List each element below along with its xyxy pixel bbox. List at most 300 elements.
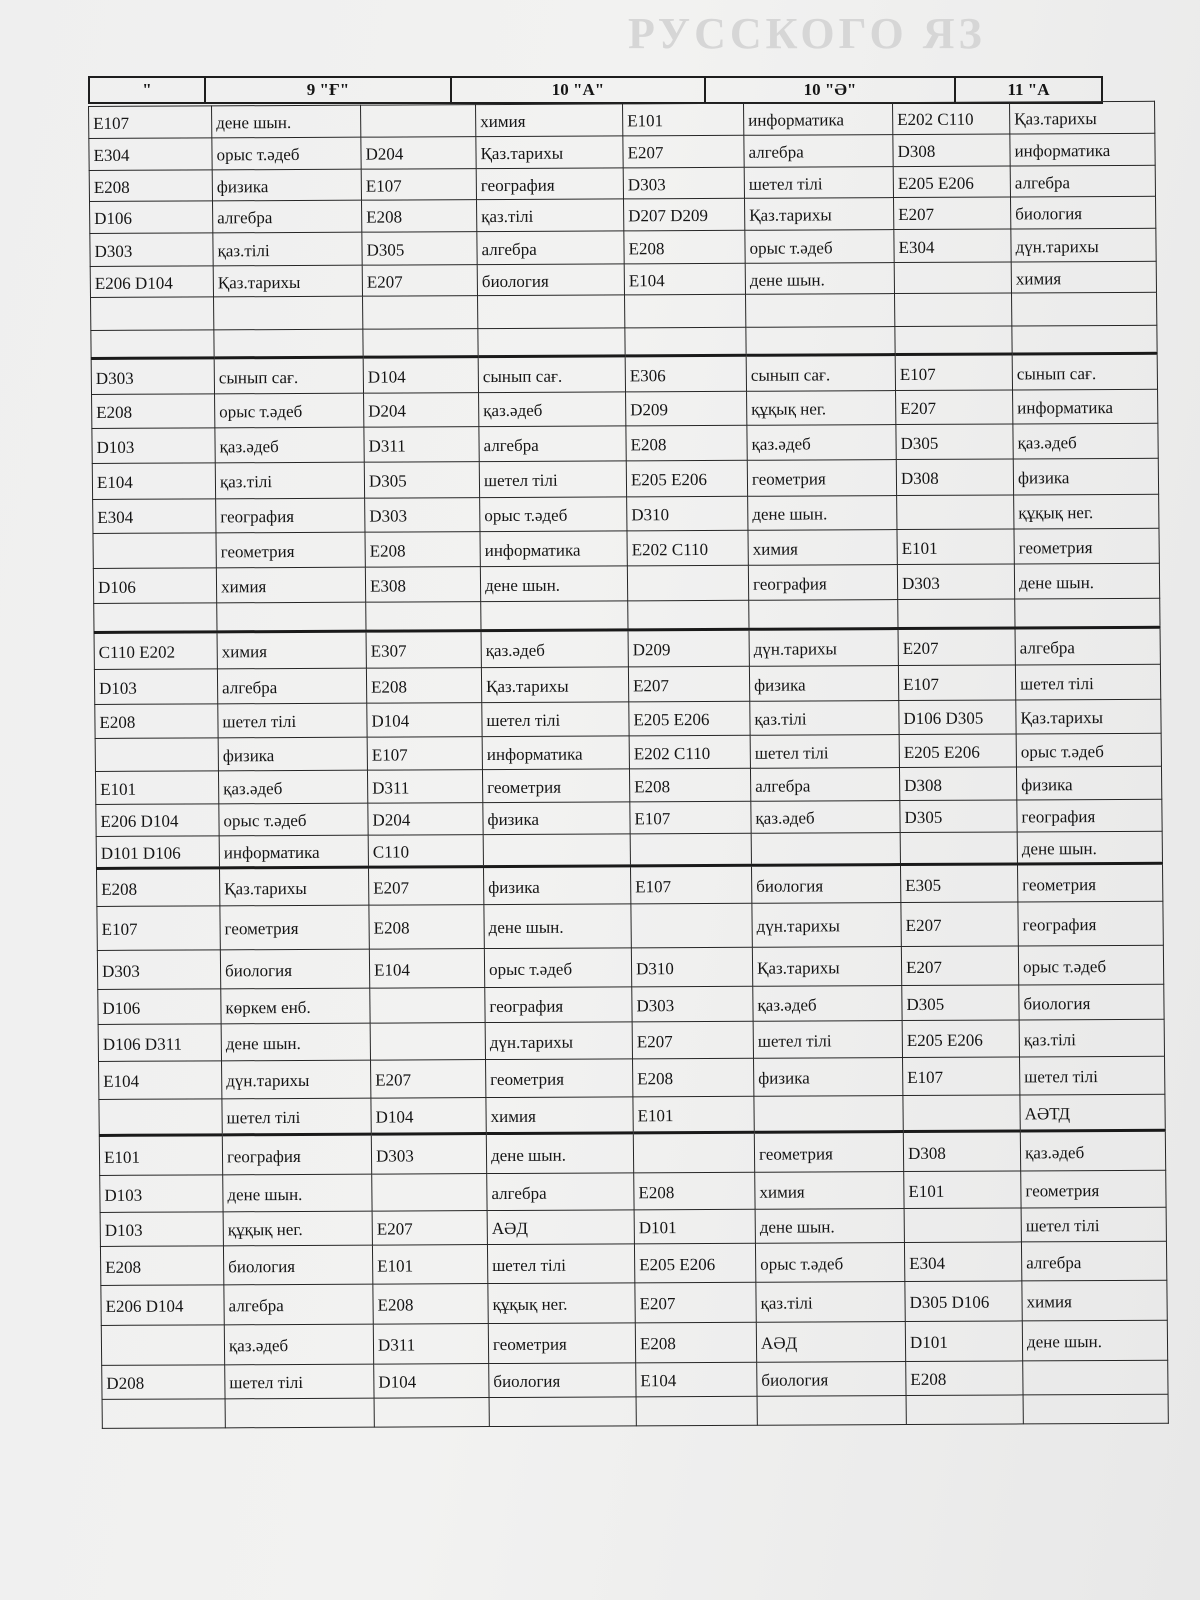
subject-10a-cell: дене шын. bbox=[480, 566, 627, 602]
room-10a-cell: E208 bbox=[366, 668, 481, 704]
subject-9g-cell: қаз.тілі bbox=[215, 462, 364, 499]
room-10ae-cell: D310 bbox=[627, 496, 748, 531]
room-10a-cell bbox=[370, 1023, 485, 1061]
subject-10ae-cell: химия bbox=[755, 1172, 904, 1210]
subject-9g-cell: география bbox=[216, 498, 365, 533]
room-10ae-cell: E207 bbox=[632, 1021, 753, 1059]
room-11a-cell: E202 C110 bbox=[893, 102, 1010, 135]
room-10a-cell bbox=[372, 1174, 487, 1212]
room-11a-cell: E207 bbox=[901, 946, 1018, 986]
room-9g-cell: D101 D106 bbox=[96, 836, 219, 869]
room-10ae-cell: E205 E206 bbox=[629, 701, 750, 736]
room-9g-cell: D303 bbox=[91, 358, 214, 395]
room-10a-cell: D204 bbox=[368, 803, 483, 836]
room-11a-cell: E101 bbox=[904, 1171, 1021, 1209]
schedule-row bbox=[100, 1241, 1166, 1285]
room-10a-cell: E307 bbox=[366, 631, 481, 669]
room-9g-cell bbox=[91, 330, 214, 359]
room-10ae-cell: E107 bbox=[630, 801, 751, 834]
room-9g-cell: E107 bbox=[89, 106, 212, 139]
room-9g-cell: E206 D104 bbox=[101, 1285, 224, 1326]
room-10ae-cell: E208 bbox=[635, 1322, 756, 1363]
room-11a-cell: E205 E206 bbox=[893, 166, 1010, 198]
room-11a-cell: D305 D106 bbox=[905, 1281, 1022, 1322]
room-9g-cell: E101 bbox=[95, 771, 218, 805]
subject-11a-cell: география bbox=[1018, 901, 1163, 946]
subject-11a-cell: АӘТД bbox=[1020, 1094, 1165, 1131]
room-10ae-cell bbox=[630, 833, 751, 866]
room-11a-cell: D305 bbox=[896, 424, 1013, 460]
subject-11a-cell: химия bbox=[1022, 1280, 1167, 1321]
subject-10a-cell: қаз.тілі bbox=[477, 199, 624, 232]
schedule-row bbox=[89, 101, 1155, 138]
schedule-row bbox=[90, 261, 1156, 297]
room-11a-cell: E107 bbox=[898, 665, 1015, 701]
room-9g-cell: D106 bbox=[93, 568, 216, 604]
subject-11a-cell: физика bbox=[1013, 458, 1158, 495]
schedule-row bbox=[97, 945, 1163, 989]
subject-10a-cell: шетел тілі bbox=[479, 461, 626, 498]
room-9g-cell: D303 bbox=[90, 233, 213, 267]
subject-10a-cell: Қаз.тарихы bbox=[476, 136, 623, 169]
room-10a-cell: D303 bbox=[371, 1134, 486, 1175]
room-11a-cell: D308 bbox=[899, 767, 1016, 801]
room-11a-cell: D308 bbox=[893, 134, 1010, 167]
subject-11a-cell: алгебра bbox=[1010, 165, 1155, 197]
subject-11a-cell: дене шын. bbox=[1017, 831, 1162, 864]
room-10ae-cell: E208 bbox=[634, 1172, 755, 1210]
subject-11a-cell: дене шын. bbox=[1014, 563, 1159, 599]
subject-9g-cell: сынып сағ. bbox=[214, 357, 363, 394]
subject-10a-cell: биология bbox=[489, 1363, 636, 1398]
subject-11a-cell bbox=[1023, 1394, 1168, 1424]
subject-9g-cell: химия bbox=[217, 631, 366, 669]
subject-10ae-cell: физика bbox=[754, 1058, 903, 1097]
subject-11a-cell: қаз.тілі bbox=[1019, 1019, 1164, 1057]
room-10a-cell: E107 bbox=[361, 169, 476, 201]
room-9g-cell: D106 bbox=[98, 989, 221, 1025]
room-11a-cell: E304 bbox=[894, 229, 1011, 263]
subject-10ae-cell: қаз.әдеб bbox=[753, 986, 902, 1022]
subject-10ae-cell: дене шын. bbox=[748, 496, 897, 531]
subject-10ae-cell: шетел тілі bbox=[753, 1021, 902, 1059]
schedule-row bbox=[94, 664, 1160, 704]
room-9g-cell: D106 bbox=[90, 201, 213, 234]
subject-11a-cell: геометрия bbox=[1014, 528, 1159, 564]
subject-11a-cell: қаз.әдеб bbox=[1013, 423, 1158, 459]
subject-10ae-cell: физика bbox=[749, 666, 898, 702]
room-9g-cell: D103 bbox=[92, 428, 215, 464]
subject-10ae-cell: сынып сағ. bbox=[746, 355, 895, 392]
room-10ae-cell: D303 bbox=[623, 167, 744, 199]
schedule-row bbox=[99, 1094, 1165, 1135]
subject-9g-cell: дене шын. bbox=[223, 1174, 372, 1212]
subject-10ae-cell: Қаз.тарихы bbox=[745, 198, 894, 231]
subject-10a-cell: орыс т.әдеб bbox=[480, 497, 627, 532]
subject-9g-cell: информатика bbox=[219, 835, 368, 868]
subject-11a-cell: шетел тілі bbox=[1020, 1056, 1165, 1095]
subject-11a-cell: құқық нег. bbox=[1014, 494, 1159, 529]
subject-9g-cell: алгебра bbox=[213, 200, 362, 233]
schedule-row bbox=[90, 228, 1156, 266]
schedule-row bbox=[94, 627, 1160, 669]
room-9g-cell: E208 bbox=[89, 170, 212, 202]
schedule-row bbox=[96, 831, 1162, 868]
subject-10ae-cell: геометрия bbox=[747, 460, 896, 497]
subject-10a-cell: геометрия bbox=[488, 1323, 635, 1364]
subject-10ae-cell: геометрия bbox=[754, 1132, 903, 1173]
room-10ae-cell: E207 bbox=[628, 666, 749, 702]
subject-11a-cell: орыс т.әдеб bbox=[1016, 733, 1161, 767]
schedule-row bbox=[93, 563, 1159, 603]
room-11a-cell: E207 bbox=[894, 197, 1011, 230]
room-9g-cell bbox=[102, 1399, 225, 1429]
schedule-row bbox=[98, 984, 1164, 1024]
schedule-row bbox=[96, 799, 1162, 836]
schedule-row bbox=[99, 1056, 1165, 1099]
room-10ae-cell: E101 bbox=[633, 1096, 754, 1133]
subject-9g-cell: физика bbox=[218, 737, 367, 771]
subject-9g-cell: орыс т.әдеб bbox=[215, 393, 364, 428]
schedule-row bbox=[93, 528, 1159, 568]
subject-10a-cell: физика bbox=[483, 866, 630, 905]
room-11a-cell bbox=[894, 262, 1011, 294]
room-11a-cell bbox=[900, 832, 1017, 865]
room-9g-cell: D106 D311 bbox=[98, 1024, 221, 1062]
subject-10a-cell: Қаз.тарихы bbox=[481, 667, 628, 703]
schedule-row bbox=[95, 733, 1161, 771]
room-10a-cell: D104 bbox=[374, 1364, 489, 1399]
subject-9g-cell: орыс т.әдеб bbox=[212, 137, 361, 170]
room-10ae-cell: E207 bbox=[635, 1282, 756, 1323]
room-10a-cell: D204 bbox=[364, 393, 479, 428]
room-10a-cell: D104 bbox=[363, 357, 478, 394]
subject-10a-cell: дене шын. bbox=[484, 904, 631, 949]
schedule-row bbox=[98, 1019, 1164, 1061]
room-10a-cell: E207 bbox=[368, 867, 483, 906]
room-10ae-cell: E306 bbox=[625, 355, 746, 392]
schedule-row bbox=[101, 1320, 1167, 1365]
room-10a-cell: E207 bbox=[362, 265, 477, 297]
room-10ae-cell bbox=[625, 327, 746, 356]
room-10ae-cell: E207 bbox=[623, 135, 744, 168]
subject-9g-cell: алгебра bbox=[217, 668, 366, 704]
schedule-table bbox=[88, 101, 1169, 1429]
room-11a-cell bbox=[898, 599, 1015, 629]
room-10a-cell: E208 bbox=[362, 200, 477, 233]
schedule-row bbox=[96, 863, 1162, 906]
room-11a-cell: E101 bbox=[897, 529, 1014, 565]
subject-11a-cell: химия bbox=[1011, 261, 1156, 293]
room-9g-cell: E208 bbox=[100, 1246, 223, 1286]
schedule-row bbox=[95, 766, 1161, 804]
room-11a-cell: E207 bbox=[901, 902, 1018, 947]
room-11a-cell bbox=[906, 1395, 1023, 1425]
subject-10ae-cell: шетел тілі bbox=[750, 735, 899, 769]
subject-11a-cell: информатика bbox=[1013, 389, 1158, 424]
schedule-row bbox=[89, 165, 1155, 201]
subject-10ae-cell: қаз.тілі bbox=[750, 701, 899, 736]
room-10ae-cell bbox=[627, 565, 748, 601]
subject-11a-cell: Қаз.тарихы bbox=[1010, 101, 1155, 134]
subject-9g-cell: қаз.әдеб bbox=[224, 1324, 373, 1365]
class-header-cell: " bbox=[89, 77, 205, 103]
subject-9g-cell: көркем енб. bbox=[221, 988, 370, 1024]
room-10ae-cell: E104 bbox=[636, 1362, 757, 1397]
schedule-row bbox=[92, 389, 1158, 428]
subject-10a-cell: информатика bbox=[480, 531, 627, 567]
room-9g-cell: D103 bbox=[100, 1175, 223, 1213]
subject-9g-cell: алгебра bbox=[224, 1284, 373, 1325]
subject-11a-cell: биология bbox=[1019, 984, 1164, 1020]
room-10ae-cell: E208 bbox=[629, 768, 750, 802]
subject-9g-cell bbox=[214, 329, 363, 358]
subject-11a-cell: Қаз.тарихы bbox=[1016, 699, 1161, 734]
subject-10ae-cell: химия bbox=[748, 530, 897, 566]
subject-11a-cell bbox=[1023, 1360, 1168, 1395]
subject-9g-cell: дене шын. bbox=[221, 1023, 370, 1061]
room-11a-cell: E107 bbox=[903, 1057, 1020, 1096]
room-10ae-cell bbox=[633, 1132, 754, 1173]
subject-10ae-cell: дүн.тарихы bbox=[752, 903, 901, 948]
schedule-row bbox=[91, 353, 1157, 394]
subject-9g-cell: қаз.әдеб bbox=[218, 770, 367, 804]
room-10ae-cell: E104 bbox=[624, 263, 745, 295]
schedule-row bbox=[90, 196, 1156, 233]
subject-9g-cell: шетел тілі bbox=[218, 703, 367, 738]
subject-11a-cell: дене шын. bbox=[1022, 1320, 1167, 1361]
subject-10a-cell: шетел тілі bbox=[482, 702, 629, 737]
room-9g-cell bbox=[101, 1325, 224, 1366]
subject-9g-cell: физика bbox=[212, 169, 361, 201]
subject-10ae-cell: орыс т.әдеб bbox=[755, 1243, 904, 1283]
room-9g-cell: E104 bbox=[99, 1061, 222, 1100]
room-11a-cell: D305 bbox=[902, 985, 1019, 1021]
subject-10ae-cell: орыс т.әдеб bbox=[745, 230, 894, 264]
class-header-cell: 11 "А bbox=[955, 77, 1102, 103]
subject-10ae-cell bbox=[749, 600, 898, 630]
subject-11a-cell: орыс т.әдеб bbox=[1018, 945, 1163, 985]
room-10ae-cell: E208 bbox=[626, 425, 747, 461]
class-header-row bbox=[88, 76, 1103, 104]
subject-9g-cell: орыс т.әдеб bbox=[219, 803, 368, 836]
subject-10a-cell: алгебра bbox=[477, 231, 624, 265]
room-10a-cell: E207 bbox=[371, 1060, 486, 1099]
subject-10ae-cell: АӘД bbox=[756, 1322, 905, 1363]
room-9g-cell: D208 bbox=[102, 1365, 225, 1400]
room-10a-cell bbox=[370, 988, 485, 1024]
room-10ae-cell: E208 bbox=[624, 230, 745, 264]
room-11a-cell: D106 D305 bbox=[899, 700, 1016, 735]
room-10ae-cell: E205 E206 bbox=[626, 460, 747, 497]
room-10ae-cell: E202 C110 bbox=[629, 735, 750, 769]
subject-10ae-cell: биология bbox=[757, 1362, 906, 1397]
subject-10ae-cell: шетел тілі bbox=[744, 167, 893, 199]
room-10ae-cell bbox=[636, 1396, 757, 1426]
room-10ae-cell bbox=[625, 294, 746, 328]
schedule-row bbox=[91, 292, 1157, 330]
room-10a-cell: D204 bbox=[361, 137, 476, 170]
schedule-row bbox=[99, 1130, 1165, 1175]
subject-10a-cell: информатика bbox=[482, 736, 629, 770]
subject-10ae-cell bbox=[746, 327, 895, 356]
room-10ae-cell bbox=[631, 903, 752, 948]
subject-10a-cell: шетел тілі bbox=[487, 1244, 634, 1284]
room-10ae-cell bbox=[628, 600, 749, 630]
room-9g-cell: E206 D104 bbox=[96, 804, 219, 837]
subject-10ae-cell: қаз.әдеб bbox=[751, 801, 900, 834]
subject-11a-cell: алгебра bbox=[1015, 627, 1160, 665]
room-10a-cell: D303 bbox=[365, 498, 480, 533]
schedule-row bbox=[100, 1207, 1166, 1246]
subject-11a-cell: физика bbox=[1016, 766, 1161, 800]
room-10a-cell bbox=[363, 296, 478, 330]
subject-10ae-cell bbox=[754, 1096, 903, 1133]
room-11a-cell: D308 bbox=[896, 459, 1013, 496]
room-11a-cell: E207 bbox=[896, 390, 1013, 425]
room-10a-cell: D305 bbox=[364, 462, 479, 499]
room-10a-cell: C110 bbox=[368, 835, 483, 868]
subject-11a-cell: информатика bbox=[1010, 133, 1155, 166]
room-9g-cell bbox=[95, 738, 218, 772]
room-9g-cell: E208 bbox=[92, 394, 215, 429]
subject-10ae-cell bbox=[746, 294, 895, 328]
subject-10ae-cell: алгебра bbox=[750, 768, 899, 802]
subject-10a-cell: химия bbox=[476, 104, 623, 137]
room-10ae-cell: D209 bbox=[628, 629, 749, 667]
subject-10ae-cell: қаз.тілі bbox=[756, 1282, 905, 1323]
schedule-row bbox=[100, 1170, 1166, 1212]
subject-9g-cell: биология bbox=[223, 1245, 372, 1285]
subject-11a-cell: дүн.тарихы bbox=[1011, 228, 1156, 262]
schedule-row bbox=[93, 494, 1159, 533]
room-11a-cell: D303 bbox=[897, 564, 1014, 600]
room-10ae-cell: E202 C110 bbox=[627, 530, 748, 566]
room-11a-cell bbox=[897, 495, 1014, 530]
room-11a-cell: D101 bbox=[905, 1321, 1022, 1362]
room-10ae-cell: D209 bbox=[626, 391, 747, 426]
room-9g-cell bbox=[93, 533, 216, 569]
subject-10a-cell: биология bbox=[477, 264, 624, 296]
subject-11a-cell: биология bbox=[1011, 196, 1156, 229]
room-11a-cell: E304 bbox=[904, 1242, 1021, 1282]
subject-10a-cell: сынып сағ. bbox=[478, 356, 625, 393]
room-10a-cell: E208 bbox=[365, 532, 480, 568]
subject-11a-cell: алгебра bbox=[1021, 1241, 1166, 1281]
subject-11a-cell: шетел тілі bbox=[1015, 664, 1160, 700]
subject-10ae-cell: дене шын. bbox=[755, 1209, 904, 1244]
subject-10a-cell bbox=[481, 601, 628, 631]
room-9g-cell: E104 bbox=[92, 463, 215, 500]
room-9g-cell bbox=[94, 603, 217, 633]
subject-11a-cell: шетел тілі bbox=[1021, 1207, 1166, 1242]
room-9g-cell: E101 bbox=[99, 1135, 222, 1176]
subject-11a-cell: география bbox=[1017, 799, 1162, 832]
subject-9g-cell: география bbox=[222, 1134, 371, 1175]
subject-10ae-cell bbox=[757, 1396, 906, 1426]
subject-10a-cell: алгебра bbox=[479, 426, 626, 462]
schedule-row bbox=[92, 423, 1158, 463]
subject-10a-cell: физика bbox=[483, 802, 630, 835]
subject-10a-cell bbox=[478, 328, 625, 357]
room-10a-cell: E104 bbox=[369, 949, 484, 989]
subject-10ae-cell: информатика bbox=[744, 103, 893, 136]
schedule-row bbox=[102, 1394, 1168, 1428]
room-10ae-cell: D101 bbox=[634, 1209, 755, 1244]
subject-9g-cell: Қаз.тарихы bbox=[219, 867, 368, 906]
room-10a-cell bbox=[363, 329, 478, 358]
subject-10ae-cell: Қаз.тарихы bbox=[752, 947, 901, 987]
room-9g-cell: D103 bbox=[94, 669, 217, 705]
room-11a-cell: D308 bbox=[903, 1131, 1020, 1172]
subject-10a-cell: геометрия bbox=[482, 769, 629, 803]
room-10ae-cell: E101 bbox=[623, 103, 744, 136]
subject-9g-cell: шетел тілі bbox=[222, 1098, 371, 1135]
subject-10a-cell: құқық нег. bbox=[488, 1283, 635, 1324]
room-10ae-cell: D303 bbox=[632, 986, 753, 1022]
room-9g-cell bbox=[91, 297, 214, 331]
room-10a-cell bbox=[374, 1398, 489, 1428]
subject-9g-cell: дене шын. bbox=[212, 105, 361, 138]
class-header-cell: 10 "Ә" bbox=[705, 77, 955, 103]
room-9g-cell: E208 bbox=[95, 704, 218, 739]
subject-10ae-cell: география bbox=[748, 565, 897, 601]
subject-11a-cell bbox=[1012, 325, 1157, 354]
room-9g-cell: D103 bbox=[100, 1212, 223, 1247]
room-10ae-cell: E205 E206 bbox=[634, 1243, 755, 1283]
room-11a-cell bbox=[895, 326, 1012, 355]
subject-10ae-cell: дүн.тарихы bbox=[749, 629, 898, 667]
subject-9g-cell bbox=[214, 296, 363, 330]
subject-9g-cell bbox=[217, 602, 366, 632]
show-through-heading: РУССКОГО ЯЗ bbox=[628, 9, 986, 58]
room-11a-cell: E205 E206 bbox=[902, 1020, 1019, 1058]
room-10ae-cell: E208 bbox=[633, 1058, 754, 1097]
schedule-row bbox=[95, 699, 1161, 738]
room-10a-cell: E101 bbox=[372, 1245, 487, 1285]
subject-9g-cell: қаз.тілі bbox=[213, 232, 362, 266]
room-9g-cell: C110 E202 bbox=[94, 632, 217, 670]
room-11a-cell bbox=[895, 293, 1012, 327]
room-10a-cell: D311 bbox=[364, 427, 479, 463]
subject-10ae-cell bbox=[751, 833, 900, 866]
subject-11a-cell: қаз.әдеб bbox=[1020, 1130, 1165, 1171]
room-11a-cell: E207 bbox=[898, 628, 1015, 666]
subject-9g-cell: құқық нег. bbox=[223, 1211, 372, 1246]
room-9g-cell: D303 bbox=[97, 950, 220, 990]
subject-10a-cell: дене шын. bbox=[486, 1133, 633, 1174]
subject-10a-cell bbox=[478, 295, 625, 329]
room-10a-cell: E208 bbox=[369, 905, 484, 950]
room-9g-cell: E206 D104 bbox=[90, 266, 213, 298]
subject-9g-cell: геометрия bbox=[220, 905, 369, 950]
subject-10a-cell: АӘД bbox=[487, 1210, 634, 1245]
room-9g-cell: E304 bbox=[89, 138, 212, 171]
subject-10a-cell: қаз.әдеб bbox=[479, 392, 626, 427]
subject-9g-cell: биология bbox=[220, 949, 369, 989]
subject-10a-cell: география bbox=[485, 987, 632, 1023]
room-10a-cell: E208 bbox=[373, 1284, 488, 1325]
subject-10a-cell: қаз.әдеб bbox=[481, 630, 628, 668]
room-9g-cell: E208 bbox=[96, 868, 219, 907]
subject-10a-cell bbox=[483, 834, 630, 867]
room-10a-cell bbox=[366, 602, 481, 632]
subject-9g-cell bbox=[225, 1398, 374, 1428]
room-11a-cell: E208 bbox=[906, 1361, 1023, 1396]
room-11a-cell: D305 bbox=[900, 800, 1017, 833]
room-10a-cell: D104 bbox=[371, 1098, 486, 1135]
room-11a-cell bbox=[903, 1095, 1020, 1132]
